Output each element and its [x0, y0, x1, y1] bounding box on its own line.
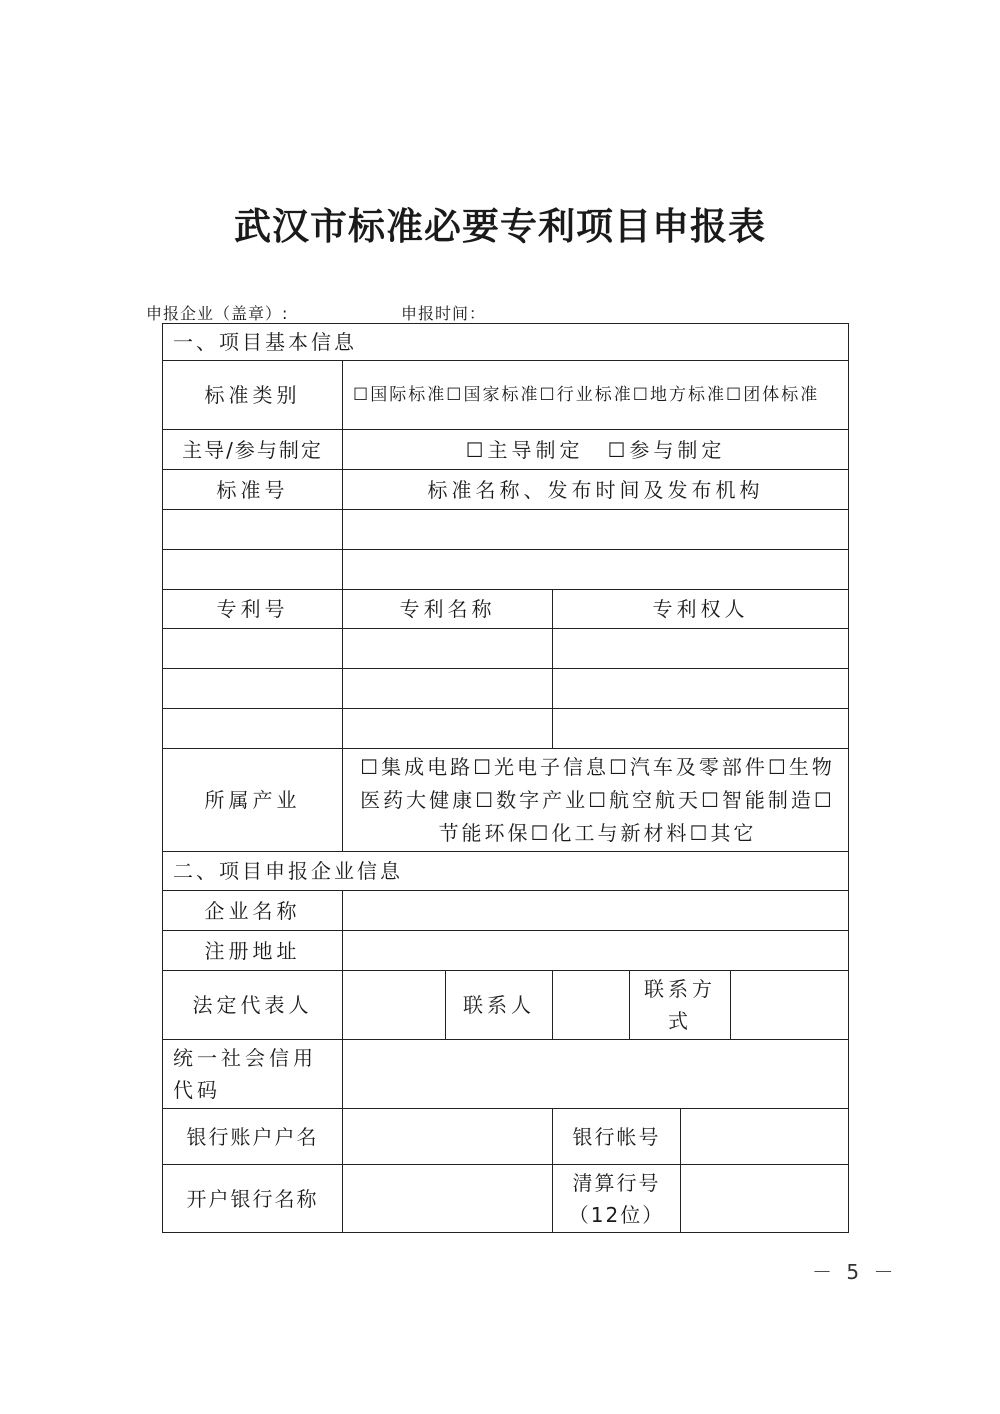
- page-number: － 5 －: [812, 1260, 898, 1284]
- clearing-no-label: 清算行号（12位）: [552, 1164, 680, 1233]
- standard-name-label: 标准名称、发布时间及发布机构: [342, 469, 849, 509]
- legal-rep-field[interactable]: [342, 970, 445, 1039]
- industry-options[interactable]: ☐集成电路☐光电子信息☐汽车及零部件☐生物医药大健康☐数字产业☐航空航天☐智能制造☐节能环保☐化工与新材料☐其它: [342, 748, 849, 851]
- credit-code-field[interactable]: [342, 1039, 849, 1108]
- application-form-table: [162, 323, 849, 1233]
- bank-name-label: 开户银行名称: [162, 1164, 342, 1233]
- patent-name-field-3[interactable]: [342, 708, 552, 748]
- patent-holder-field-2[interactable]: [552, 668, 849, 708]
- bank-account-name-label: 银行账户户名: [162, 1108, 342, 1164]
- section1-title: 一、项目基本信息: [162, 323, 849, 360]
- contact-method-field[interactable]: [730, 970, 849, 1039]
- patent-name-field-1[interactable]: [342, 628, 552, 668]
- contact-method-label: 联系方式: [629, 970, 730, 1039]
- address-field[interactable]: [342, 930, 849, 970]
- address-label: 注册地址: [162, 930, 342, 970]
- patent-no-field-3[interactable]: [162, 708, 342, 748]
- company-name-field[interactable]: [342, 890, 849, 930]
- patent-no-label: 专利号: [162, 589, 342, 628]
- standard-name-field-2[interactable]: [342, 549, 849, 589]
- bank-account-name-field[interactable]: [342, 1108, 552, 1164]
- standard-no-label: 标准号: [162, 469, 342, 509]
- bank-account-no-field[interactable]: [680, 1108, 849, 1164]
- contact-label: 联系人: [445, 970, 552, 1039]
- standard-no-field-1[interactable]: [162, 509, 342, 549]
- bank-name-field[interactable]: [342, 1164, 552, 1233]
- patent-name-field-2[interactable]: [342, 668, 552, 708]
- standard-category-label: 标准类别: [162, 360, 342, 429]
- credit-code-label: 统一社会信用代码: [162, 1039, 342, 1108]
- bank-account-no-label: 银行帐号: [552, 1108, 680, 1164]
- standard-category-options[interactable]: ☐国际标准☐国家标准☐行业标准☐地方标准☐团体标准: [342, 360, 849, 429]
- standard-name-field-1[interactable]: [342, 509, 849, 549]
- patent-holder-field-1[interactable]: [552, 628, 849, 668]
- company-name-label: 企业名称: [162, 890, 342, 930]
- section2-title: 二、项目申报企业信息: [162, 851, 849, 890]
- patent-name-label: 专利名称: [342, 589, 552, 628]
- patent-holder-label: 专利权人: [552, 589, 849, 628]
- patent-no-field-1[interactable]: [162, 628, 342, 668]
- legal-rep-label: 法定代表人: [162, 970, 342, 1039]
- patent-no-field-2[interactable]: [162, 668, 342, 708]
- lead-participate-options[interactable]: ☐主导制定 ☐参与制定: [342, 429, 849, 469]
- standard-no-field-2[interactable]: [162, 549, 342, 589]
- lead-participate-label: 主导/参与制定: [162, 429, 342, 469]
- apply-time-label: 申报时间：: [401, 304, 487, 323]
- industry-label: 所属产业: [162, 748, 342, 851]
- patent-holder-field-3[interactable]: [552, 708, 849, 748]
- clearing-no-field[interactable]: [680, 1164, 849, 1233]
- company-stamp-label: 申报企业（盖章）:: [146, 304, 289, 323]
- form-title: 武汉市标准必要专利项目申报表: [234, 205, 766, 248]
- contact-field[interactable]: [552, 970, 629, 1039]
